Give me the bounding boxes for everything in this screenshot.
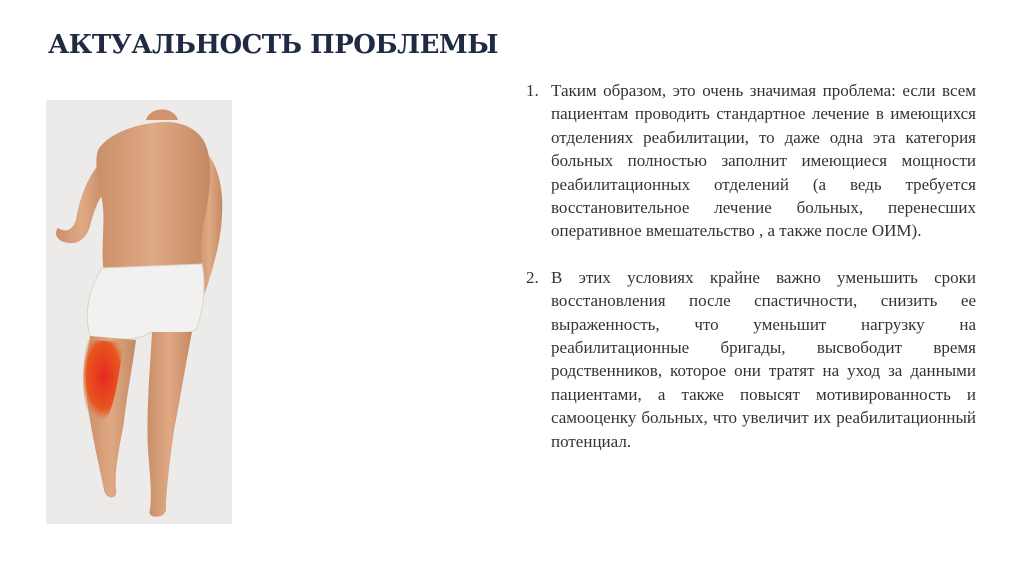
content-list	[526, 79, 976, 453]
list-item-text: Таким образом, это очень значимая проблема: если всем пациентам проводить стандартное лечение в имеющихся отделениях реабилитации, то даже одна эта категория больных полностью заполнит имеющиеся мощности реабилитационных отделений (а ведь требуется восстановительное лечение больных, перенесших оперативное вмешательство , а также после ОИМ).	[551, 81, 976, 241]
patient-photo	[46, 100, 232, 524]
slide-title: АКТУАЛЬНОСТЬ ПРОБЛЕМЫ	[48, 30, 498, 60]
list-item-text: В этих условиях крайне важно уменьшить сроки восстановления после спастичности, снизить ее выраженность, что уменьшит нагрузку на реабилитационные бригады, высвободит время родственников, которое они тратят на уход за данными пациентами, а также повысят мотивированность и самооценку больных, что увеличит их реабилитационный потенциал.	[551, 267, 976, 451]
list-item	[526, 79, 976, 243]
list-item-number: 2.	[526, 267, 539, 287]
list-item-number: 1.	[526, 81, 539, 100]
list-item	[526, 266, 976, 453]
